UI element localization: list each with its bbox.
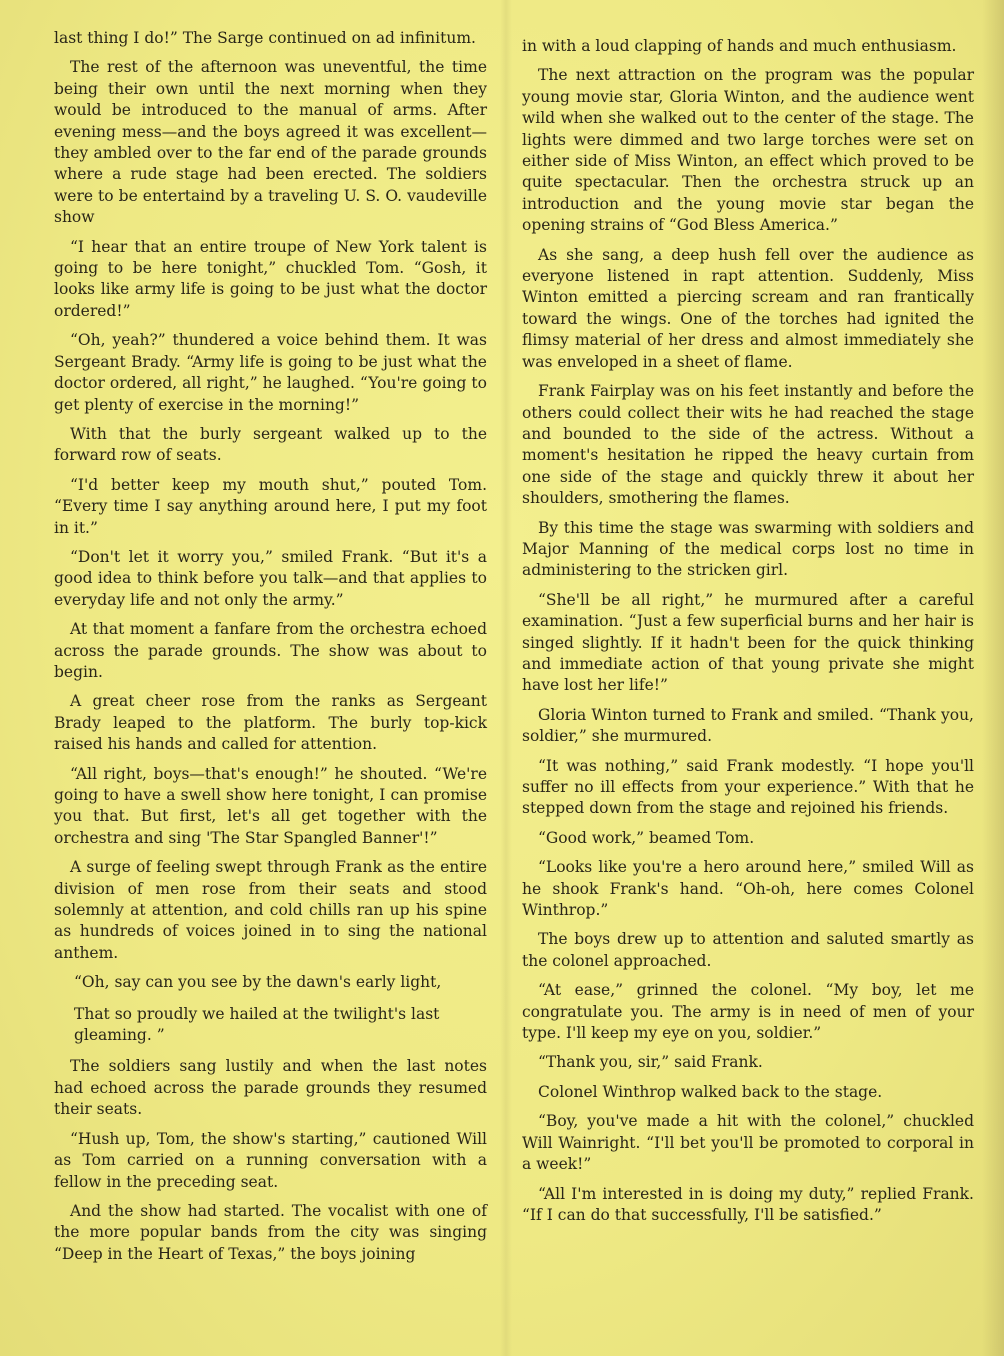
paragraph: A great cheer rose from the ranks as Sergeant Brady leaped to the platform. The burly top-kick raised his hands and called for attention. [54,692,487,754]
paragraph: “All right, boys—that's enough!” he shouted. “We're going to have a swell show here tonight, I can promise you that. But first, let's all get together with the orchestra and sing 'The Star Spangled Banner'!” [54,764,487,847]
paragraph: “Looks like you're a hero around here,” smiled Will as he shook Frank's hand. “Oh-oh, here comes Colonel Winthrop.” [522,858,974,920]
paragraph: “At ease,” grinned the colonel. “My boy, let me congratulate you. The army is in need of men of your type. I'll keep my eye on you, soldier.” [522,981,974,1043]
paragraph: As she sang, a deep hush fell over the audience as everyone listened in rapt attention. Suddenly, Miss Winton emitted a piercing scream and ran frantically toward the wings. One of the torches had ignited the flimsy material of her dress and almost immediately she was enveloped in a sheet of flame. [522,245,974,371]
paragraph: The soldiers sang lustily and when the last notes had echoed across the parade grounds they resumed their seats. [54,1057,487,1119]
paragraph: At that moment a fanfare from the orchestra echoed across the parade grounds. The show was about to begin. [54,620,487,681]
paragraph: The rest of the afternoon was uneventful, the time being their own until the next morning when they would be introduced to the manual of arms. After evening mess—and the boys agreed it was excellent—they ambled over to the far end of the parade grounds where a rude stage had been erected. The soldiers were to be entertaind by a traveling U. S. O. vaudeville show [54,58,487,227]
paragraph: “I'd better keep my mouth shut,” pouted Tom. “Every time I say anything around here, I put my foot in it.” [54,475,487,537]
paragraph: “Boy, you've made a hit with the colonel,” chuckled Will Wainright. “I'll bet you'll be promoted to corporal in a week!” [522,1112,974,1174]
paragraph: “I hear that an entire troupe of New York talent is going to be here tonight,” chuckled Tom. “Gosh, it looks like army life is going to be just what the doctor ordered!” [54,237,487,320]
paragraph: And the show had started. The vocalist with one of the more popular bands from the city was singing “Deep in the Heart of Texas,” the boys joining [54,1201,487,1263]
left-text-column [54,28,487,1273]
paragraph: A surge of feeling swept through Frank as the entire division of men rose from their seats and stood solemnly at attention, and cold chills ran up his spine as hundreds of voices joined in to sing the national anthem. [54,858,487,962]
right-text-column [522,36,974,1234]
paragraph: “It was nothing,” said Frank modestly. “I hope you'll suffer no ill effects from your experience.” With that he stepped down from the stage and rejoined his friends. [522,756,974,818]
paragraph: Gloria Winton turned to Frank and smiled. “Thank you, soldier,” she murmured. [522,705,974,746]
anthem-verse: That so proudly we hailed at the twilight's last gleaming. ” [74,1004,440,1045]
paragraph: in with a loud clapping of hands and much enthusiasm. [522,37,957,55]
paragraph: The boys drew up to attention and saluted smartly as the colonel approached. [522,930,974,970]
paragraph: “Oh, yeah?” thundered a voice behind them. It was Sergeant Brady. “Army life is going to be just what the doctor ordered, all right,” he laughed. “You're going to get plenty of exercise in the morning!” [54,331,487,414]
paragraph: “Hush up, Tom, the show's starting,” cautioned Will as Tom carried on a running conversation with a fellow in the preceding seat. [54,1129,487,1191]
paragraph: By this time the stage was swarming with soldiers and Major Manning of the medical corps lost no time in administering to the stricken girl. [522,518,974,580]
paragraph: “Good work,” beamed Tom. [538,828,755,847]
paragraph: With that the burly sergeant walked up to the forward row of seats. [54,424,487,465]
paragraph: “She'll be all right,” he murmured after a careful examination. “Just a few superficial burns and her hair is singed slightly. If it hadn't been for the quick thinking and immediate action of that young private she might have lost her life!” [522,590,974,695]
paragraph: Colonel Winthrop walked back to the stage. [538,1082,883,1101]
paragraph: “Don't let it worry you,” smiled Frank. “But it's a good idea to think before you talk—and that applies to everyday life and not only the army.” [54,547,487,609]
page-gutter [500,0,512,1356]
paragraph: “Thank you, sir,” said Frank. [538,1053,763,1072]
paragraph: “All I'm interested in is doing my duty,” replied Frank. “If I can do that successfully, I'll be satisfied.” [522,1184,974,1224]
paragraph: Frank Fairplay was on his feet instantly and before the others could collect their wits he had reached the stage and bounded to the side of the actress. Without a moment's hesitation he ripped the heavy curtain from one side of the stage and quickly threw it about her shoulders, smothering the flames. [522,382,974,508]
page-edge-shadow [982,0,1004,1356]
anthem-verse: “Oh, say can you see by the dawn's early light, [74,973,442,992]
paragraph: last thing I do!” The Sarge continued on ad infinitum. [54,29,476,47]
paragraph: The next attraction on the program was the popular young movie star, Gloria Winton, and the audience went wild when she walked out to the center of the stage. The lights were dimmed and two large torches were set on either side of Miss Winton, an effect which proved to be quite spectacular. Then the orchestra struck up an introduction and the young movie star began the opening strains of “God Bless America.” [522,66,974,235]
